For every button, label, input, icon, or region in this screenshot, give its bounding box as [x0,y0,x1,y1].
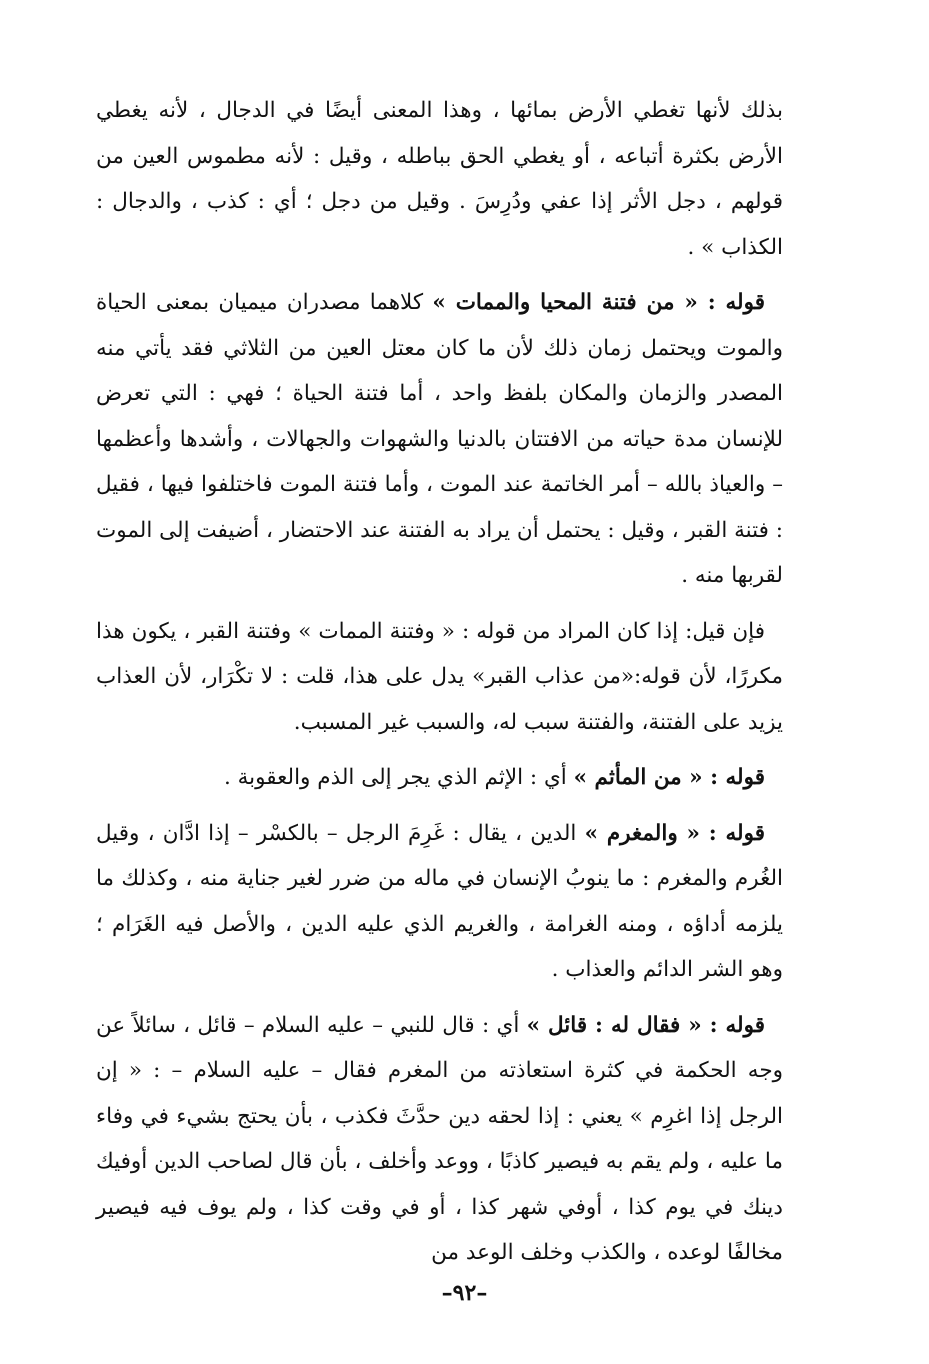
paragraph-2-lead: قوله : « من فتنة المحيا والممات » [432,290,765,315]
paragraph-5 [96,811,783,993]
paragraph-6-text: أي : قال للنبي – عليه السلام – قائل ، سائلاً عن وجه الحكمة في كثرة استعاذته من المغرم فقال – عليه السلام – : « إن الرجل إذا اغرِم » يعني : إذا لحقه دين حدَّثَ فكذب ، بأن يحتج بشيء في وفاء ما عليه ، ولم يقم به فيصير كاذبًا ، ووعد وأخلف ، بأن قال لصاحب الدين أوفيك دينك في يوم كذا ، أوفي شهر كذا ، أو في وقت كذا ، ولم يوف فيه فيصير مخالفًا لوعده ، والكذب وخلف الوعد من [96,1012,783,1265]
body-text [96,88,783,1286]
paragraph-6-lead: قوله : « فقال له : قائل » [526,1012,765,1038]
paragraph-6 [96,1003,783,1276]
paragraph-5-lead: قوله : « والمغرم » [584,820,765,846]
paragraph-3-text: فإن قيل: إذا كان المراد من قوله : « وفتنة الممات » وفتنة القبر ، يكون هذا مكررًا، لأن قوله:«من عذاب القبر» يدل على هذا، قلت : لا تكْرَار، لأن العذاب يزيد على الفتنة، والفتنة سبب له، والسبب غير المسبب. [96,618,783,735]
paragraph-2 [96,280,783,599]
paragraph-4 [96,755,783,801]
paragraph-3 [96,609,783,746]
paragraph-5-text: الدين ، يقال : غَرِمَ الرجل – بالكسْر – إذا ادَّان ، وقيل الغُرم والمغرم : ما ينوبُ الإنسان في ماله من ضرر لغير جناية منه ، وكذلك ما يلزمه أداؤه ، ومنه الغرامة ، والغريم الذي عليه الدين ، والأصل فيه الغَرَام ؛ وهو الشر الدائم والعذاب . [96,820,783,982]
paragraph-1 [96,88,783,270]
paragraph-4-lead: قوله : « من المأثم » [573,765,765,790]
paragraph-1-text: بذلك لأنها تغطي الأرض بمائها ، وهذا المعنى أيضًا في الدجال ، لأنه يغطي الأرض بكثرة أتباعه ، أو يغطي الحق بباطله ، وقيل : لأنه مطموس العين من قولهم ، دجل الأثر إذا عفي ودُرِسَ . وقيل من دجل ؛ أي : كذب ، والدجال : الكذاب » . [96,98,783,260]
paragraph-4-text: أي : الإثم الذي يجر إلى الذم والعقوبة . [223,765,574,790]
paragraph-2-text: كلاهما مصدران ميميان بمعنى الحياة والموت ويحتمل زمان ذلك لأن ما كان معتل العين من الثلاثي فقد يأتي منه المصدر والزمان والمكان بلفظ واحد ، أما فتنة الحياة ؛ فهي : التي تعرض للإنسان مدة حياته من الافتتان بالدنيا والشهوات والجهالات ، وأشدها وأعظمها – والعياذ بالله – أمر الخاتمة عند الموت ، وأما فتنة الموت فاختلفوا فيها ، فقيل : فتنة القبر ، وقيل : يحتمل أن يراد به الفتنة عند الاحتضار ، أضيفت إلى الموت لقربها منه . [96,290,783,588]
page-number: –٩٢– [441,1280,488,1306]
